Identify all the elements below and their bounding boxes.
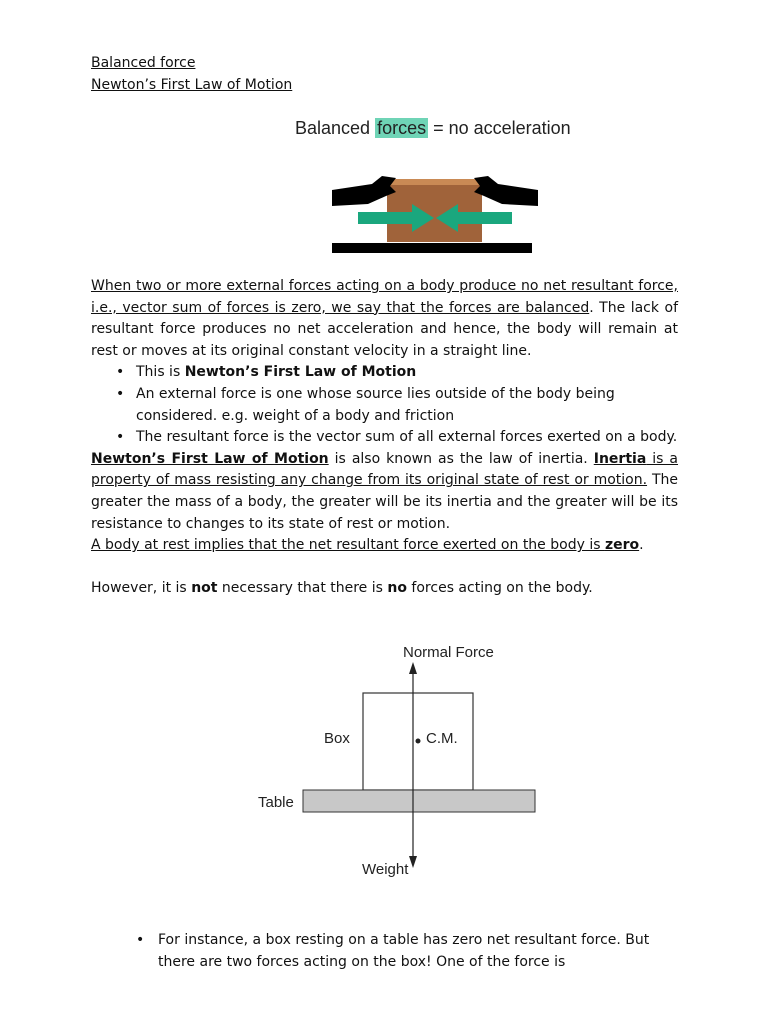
bullet-external-force: • An external force is one whose source lies outside of the body being considered. e.g. weight of a body and friction [136, 384, 678, 427]
box-on-table-diagram [250, 638, 550, 888]
balanced-forces-figure [290, 112, 580, 262]
bottom-bullet-section [136, 929, 676, 973]
weight-arrowhead [409, 856, 417, 868]
left-hand [332, 176, 396, 206]
normal-force-arrowhead [409, 662, 417, 674]
label-normal-force: Normal Force [403, 644, 494, 661]
heading-balanced-force: Balanced force [91, 55, 196, 71]
crate-box [387, 179, 482, 242]
bullet-first-law: • This is Newton’s First Law of Motion [136, 362, 678, 384]
crate-lid [387, 179, 482, 185]
paragraph-balanced-forces: When two or more external forces acting on a body produce no net resultant force, i.e., vector sum of forces is zero, we say that the forces are balanced. The lack of resultant force produces no net acceleration and hence, the body will remain at rest or moves at its original constant velocity in a straight line. [91, 278, 678, 359]
bullet-resultant-force: • The resultant force is the vector sum of all external forces exerted on a body. [136, 427, 678, 449]
figure-title: Balanced forces = no acceleration [295, 118, 571, 138]
paragraph-inertia: Newton’s First Law of Motion is also known as the law of inertia. Inertia is a property of mass resisting any change from its original state of rest or motion. The greater the mass of a body, the greater will be its inertia and the greater will be its resistance to changes to its state of rest or motion. [91, 450, 679, 532]
label-table: Table [258, 794, 294, 811]
label-box: Box [324, 730, 350, 747]
right-hand [474, 176, 538, 206]
diagram-table [303, 790, 535, 812]
paragraph-body-at-rest: A body at rest implies that the net resultant force exerted on the body is zero. [91, 537, 644, 554]
center-of-mass-dot [416, 739, 421, 744]
box-table-drawing [250, 638, 550, 888]
bullet-box-example: • For instance, a box resting on a table has zero net resultant force. But there are two forces acting on the box! One of the force is [158, 929, 676, 973]
heading-newtons-first-law: Newton’s First Law of Motion [91, 77, 293, 93]
bullet-list [91, 362, 678, 448]
label-cm: C.M. [426, 730, 458, 747]
floor-bar [332, 243, 532, 253]
label-weight: Weight [362, 861, 409, 878]
body-text [91, 276, 678, 600]
paragraph-however: However, it is not necessary that there is no forces acting on the body. [91, 580, 593, 597]
